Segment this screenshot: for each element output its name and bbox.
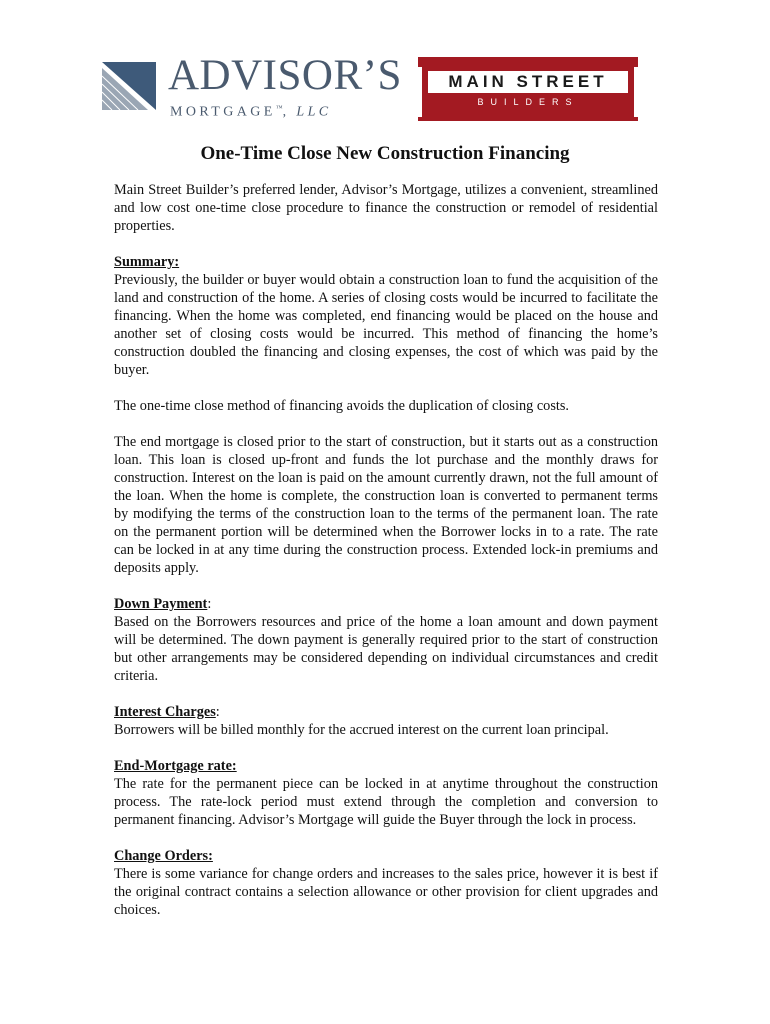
summary-paragraph-2: The one-time close method of financing avoids the duplication of closing costs. (114, 398, 570, 414)
end-mortgage-paragraph: The rate for the permanent piece can be locked in at anytime throughout the construction process. The rate-lock period must extend through the completion and conversion to permanent financing. Advisor’s Mortgage will guide the Buyer through the lock in process. (114, 776, 658, 828)
advisors-logo-trademark: ™ (275, 104, 283, 112)
interest-charges-heading (114, 703, 658, 721)
logo-base-bar (418, 117, 638, 121)
end-mortgage-heading: End-Mortgage rate: (114, 758, 237, 774)
logo-subtitle: BUILDERS (477, 97, 579, 107)
intro-paragraph: Main Street Builder’s preferred lender, Advisor’s Mortgage, utilizes a convenient, streamlined and low cost one-time close procedure to finance the construction or remodel of residential properties. (114, 182, 658, 234)
interest-charges-paragraph: Borrowers will be billed monthly for the accrued interest on the current loan principal. (114, 722, 609, 738)
summary-paragraph-1: Previously, the builder or buyer would obtain a construction loan to fund the acquisition of the land and construction of the home. A series of closing costs would be incurred to facilitate the financing. When the home was completed, end financing would be placed on the house and another set of closing costs would be incurred. This method of financing the home’s construction doubled the financing and closing expenses, the cost of which was paid by the buyer. (114, 272, 658, 378)
interest-charges-colon: : (215, 704, 220, 720)
down-payment-heading-text: Down Payment (114, 596, 208, 612)
advisors-mortgage-logo (96, 52, 402, 126)
logo-roof-bar (418, 57, 638, 67)
advisors-logo-mortgage: MORTGAGE (170, 104, 276, 120)
advisors-logo-subtitle: MORTGAGE™, LLC (170, 104, 332, 120)
advisors-logo-llc: LLC (296, 104, 332, 120)
summary-heading: Summary: (114, 254, 180, 270)
change-orders-heading: Change Orders: (114, 848, 213, 864)
logo-title: MAIN STREET (448, 72, 608, 91)
change-orders-paragraph: There is some variance for change orders and increases to the sales price, however it is best if the original contract contains a selection allowance or other provision for client upgrades and choices. (114, 866, 658, 918)
advisors-logo-name: ADVISOR’S (168, 52, 402, 99)
summary-paragraph-3: The end mortgage is closed prior to the start of construction, but it starts out as a construction loan. This loan is closed up-front and funds the lot purchase and the monthly draws for construction. Interest on the loan is paid on the amount currently drawn, not the full amount of the loan. When the home is complete, the construction loan is converted to permanent terms by modifying the terms of the construction loan to the terms of the permanent loan. The rate on the permanent portion will be determined when the Borrower locks in to a rate. The rate can be locked in at any time during the construction process. Extended lock-in premiums and deposits apply. (114, 434, 658, 576)
main-street-builders-logo (418, 57, 638, 121)
logo-sign-panel (422, 67, 634, 117)
advisors-swoosh-icon (98, 56, 160, 114)
document-title: One-Time Close New Construction Financing (200, 143, 570, 164)
down-payment-colon: : (207, 596, 212, 612)
down-payment-paragraph: Based on the Borrowers resources and price of the home a loan amount and down payment will be determined. The down payment is generally required prior to the start of construction but other arrangements may be considered depending on individual circumstances and credit criteria. (114, 614, 658, 684)
document-body (114, 181, 658, 937)
logo-title-plate (428, 71, 628, 93)
down-payment-heading (114, 595, 658, 613)
interest-charges-heading-text: Interest Charges (114, 704, 216, 720)
